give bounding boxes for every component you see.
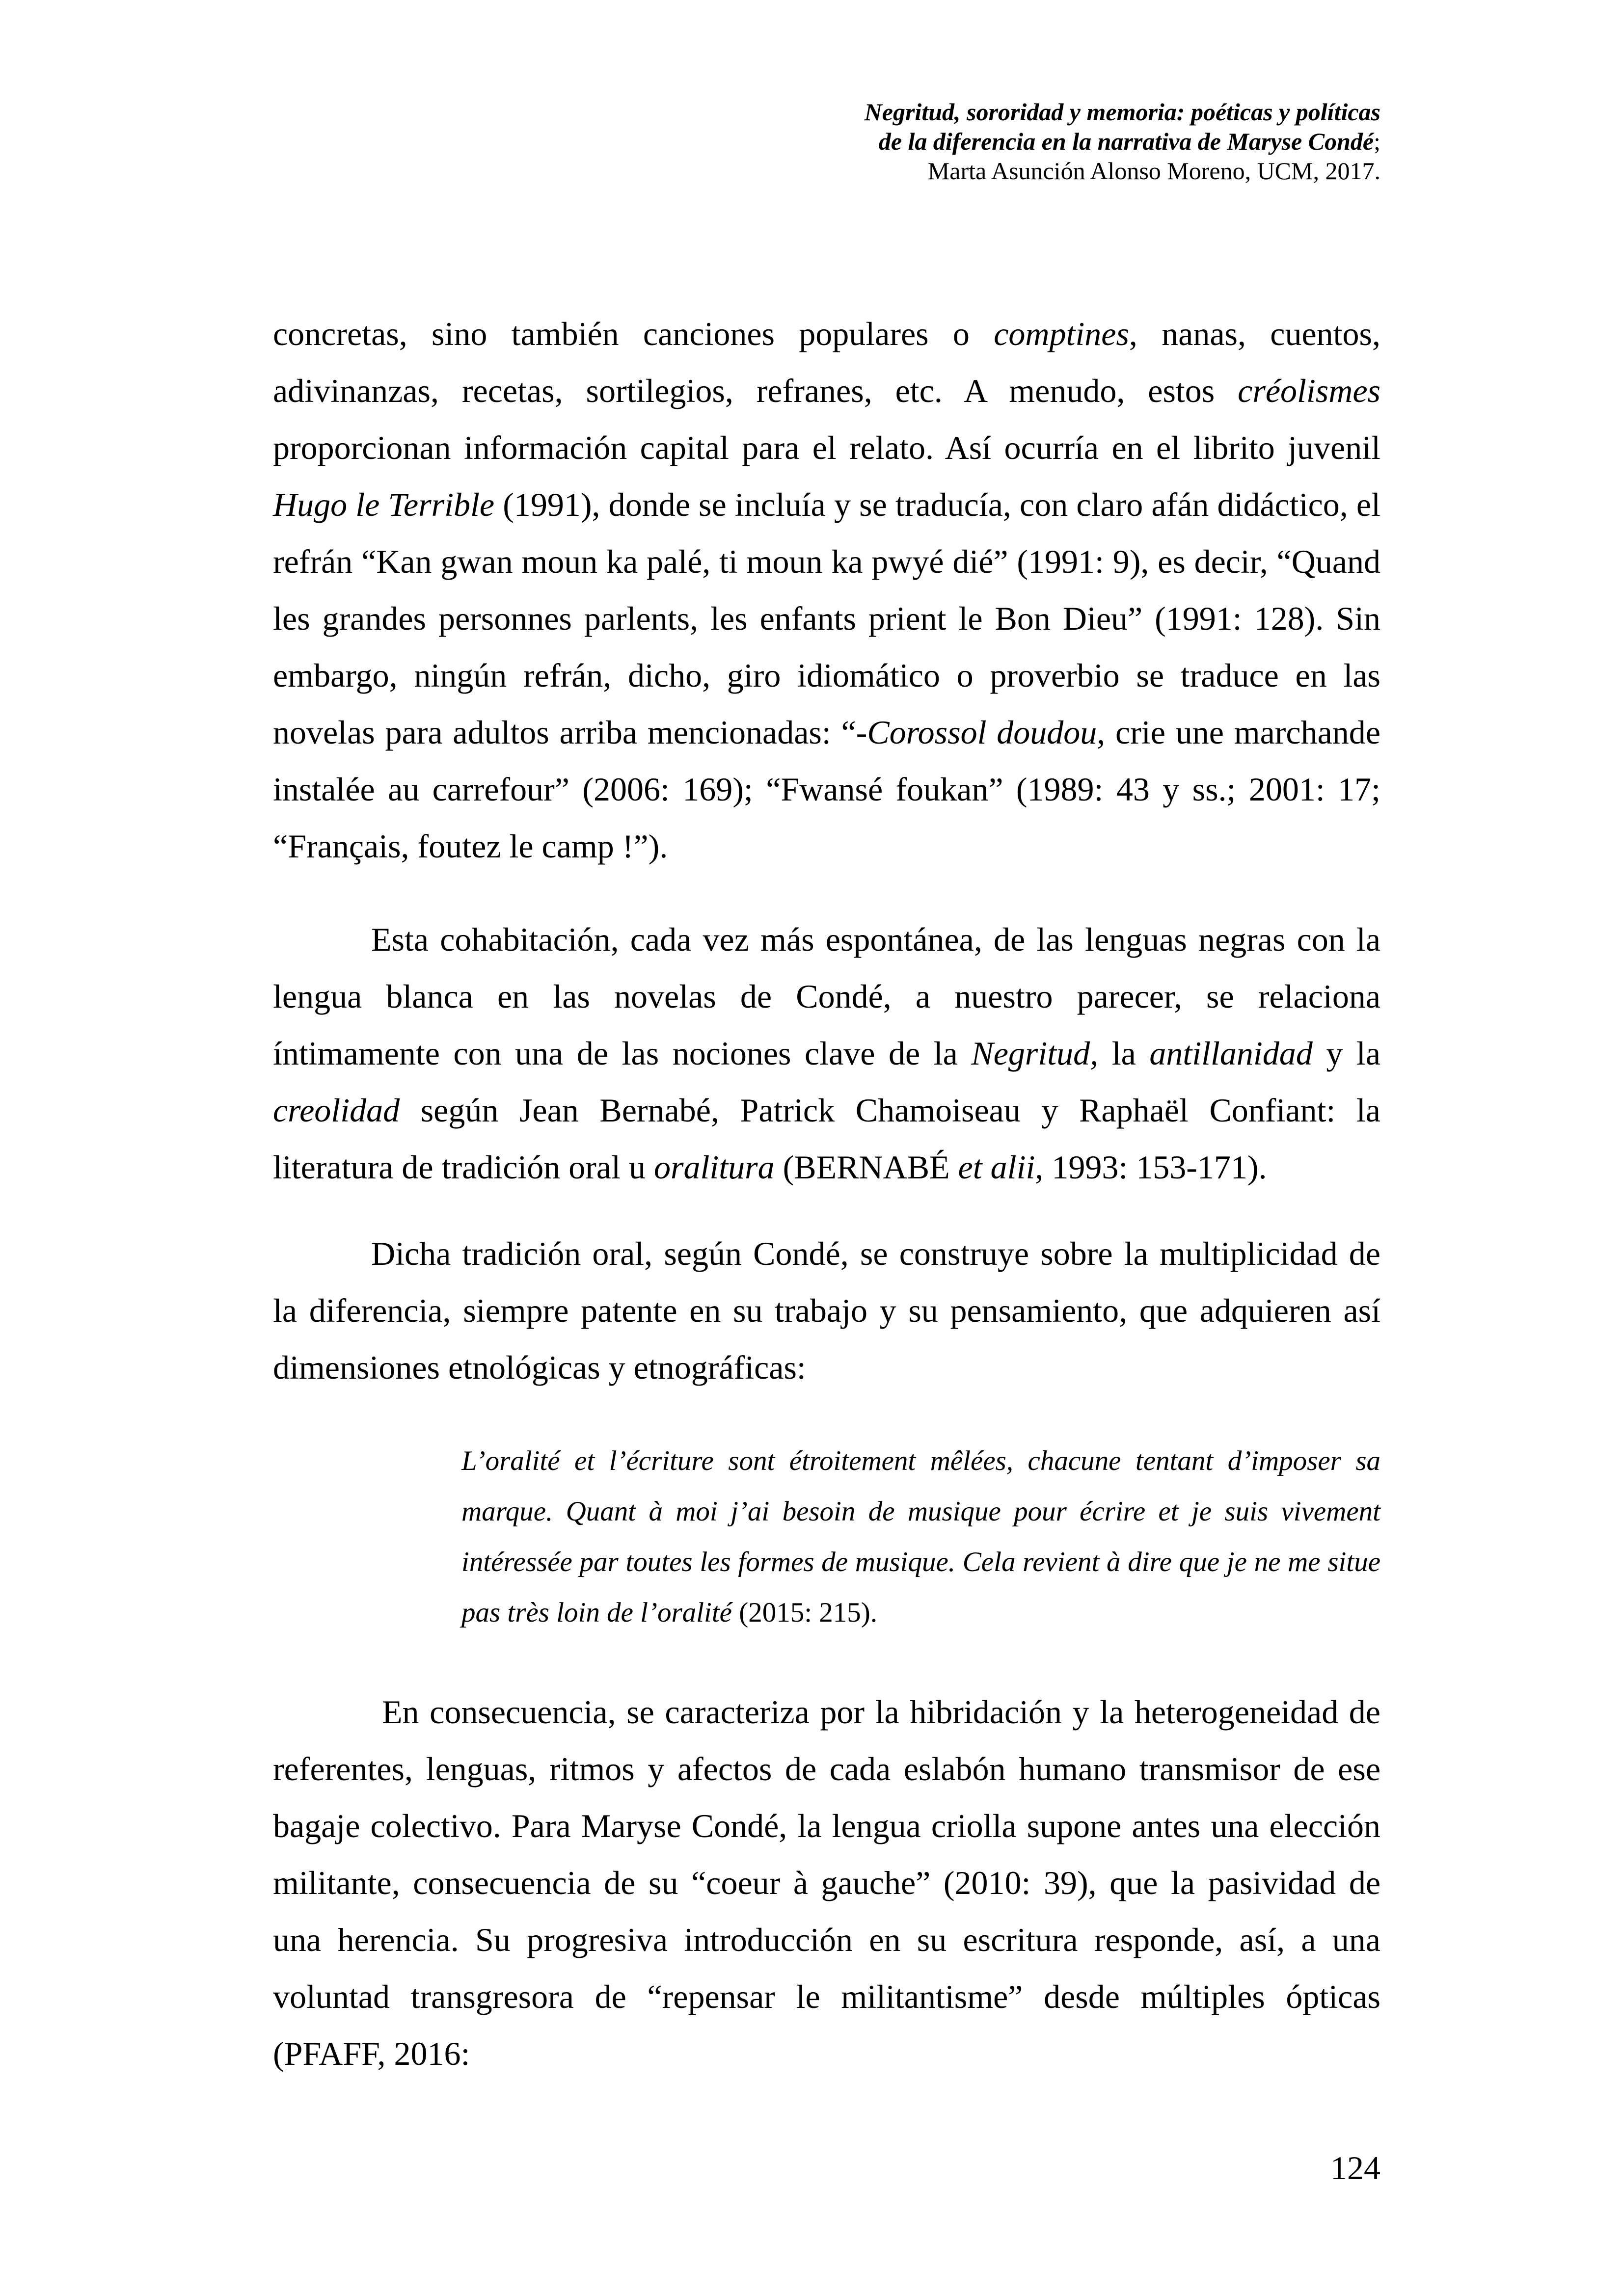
paragraph-3: Dicha tradición oral, según Condé, se construye sobre la multiplicidad de la diferencia, siempre patente en su trabajo y su pensamiento, que adquieren así dimensiones etnológicas y etnográficas: bbox=[273, 1235, 1380, 1386]
header-title-line2: de la diferencia en la narrativa de Maryse Condé; bbox=[878, 128, 1380, 155]
running-header bbox=[865, 97, 1380, 186]
page-number: 124 bbox=[1330, 2149, 1380, 2187]
paragraph-2: Esta cohabitación, cada vez más espontánea, de las lenguas negras con la lengua blanca en las novelas de Condé, a nuestro parecer, se relaciona íntimamente con una de las nociones clave de la Negritud, la antillanidad y la creolidad según Jean Bernabé, Patrick Chamoiseau y Raphaël Confiant: la literatura de tradición oral u oralitura (BERNABÉ et alii, 1993: 153-171). bbox=[273, 921, 1381, 1186]
header-title-line1: Negritud, sororidad y memoria: poéticas y políticas bbox=[864, 98, 1380, 126]
paragraph-1: concretas, sino también canciones populares o comptines, nanas, cuentos, adivinanzas, recetas, sortilegios, refranes, etc. A menudo, estos créolismes proporcionan información capital para el relato. Así ocurría en el librito juvenil Hugo le Terrible (1991), donde se incluía y se traducía, con claro afán didáctico, el refrán “Kan gwan moun ka palé, ti moun ka pwyé dié” (1991: 9), es decir, “Quand les grandes personnes parlents, les enfants prient le Bon Dieu” (1991: 128). Sin embargo, ningún refrán, dicho, giro idiomático o proverbio se traduce en las novelas para adultos arriba mencionadas: “-Corossol doudou, crie une marchande instalée au carrefour” (2006: 169); “Fwansé foukan” (1989: 43 y ss.; 2001: 17; “Français, foutez le camp !”). bbox=[273, 315, 1380, 865]
block-quote: L’oralité et l’écriture sont étroitement mêlées, chacune tentant d’imposer sa marque. Quant à moi j’ai besoin de musique pour écrire et je suis vivement intéressée par toutes les formes de musique. Cela revient à dire que je ne me situe pas très loin de l’oralité (2015: 215). bbox=[461, 1445, 1380, 1628]
paragraph-4: En consecuencia, se caracteriza por la hibridación y la heterogeneidad de referentes, lenguas, ritmos y afectos de cada eslabón humano transmisor de ese bagaje colectivo. Para Maryse Condé, la lengua criolla supone antes una elección militante, consecuencia de su “coeur à gauche” (2010: 39), que la pasividad de una herencia. Su progresiva introducción en su escritura responde, así, a una voluntad transgresora de “repensar le militantisme” desde múltiples ópticas (PFAFF, 2016: bbox=[273, 1693, 1380, 2072]
header-author-line: Marta Asunción Alonso Moreno, UCM, 2017. bbox=[927, 157, 1380, 185]
